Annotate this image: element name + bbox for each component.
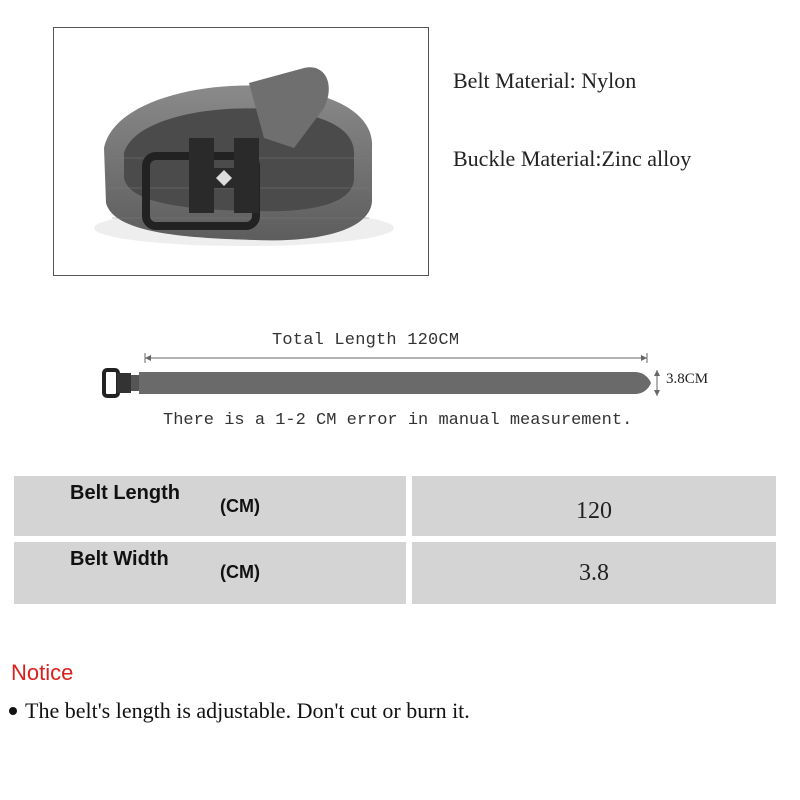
belt-measurement-diagram: [95, 340, 665, 410]
size-table: [14, 476, 776, 604]
belt-length-value: 120: [576, 498, 612, 524]
notice-text-line: [9, 698, 470, 724]
table-row-label-cell: [14, 476, 406, 536]
notice-text: The belt's length is adjustable. Don't cut or burn it.: [25, 698, 470, 723]
width-measure-label: 3.8CM: [666, 371, 709, 387]
belt-illustration: [54, 28, 428, 275]
belt-length-unit: (CM): [220, 496, 260, 516]
belt-width-unit: (CM): [220, 562, 260, 582]
belt-width-label: Belt Width: [70, 548, 169, 570]
notice-title: Notice: [11, 660, 74, 685]
total-length-label: Total Length 120CM: [272, 331, 460, 350]
belt-width-value: 3.8: [579, 560, 609, 586]
measurement-error-note: There is a 1-2 CM error in manual measurement.: [163, 411, 633, 430]
belt-material-spec: Belt Material: Nylon: [453, 68, 637, 93]
belt-length-label: Belt Length: [70, 482, 180, 504]
buckle-material-spec: Buckle Material:Zinc alloy: [453, 146, 692, 171]
product-photo: [53, 27, 429, 276]
table-row-value-cell: [412, 542, 776, 604]
table-row-label-cell: [14, 542, 406, 604]
bullet-icon: [9, 707, 17, 715]
table-row-value-cell: [412, 476, 776, 536]
